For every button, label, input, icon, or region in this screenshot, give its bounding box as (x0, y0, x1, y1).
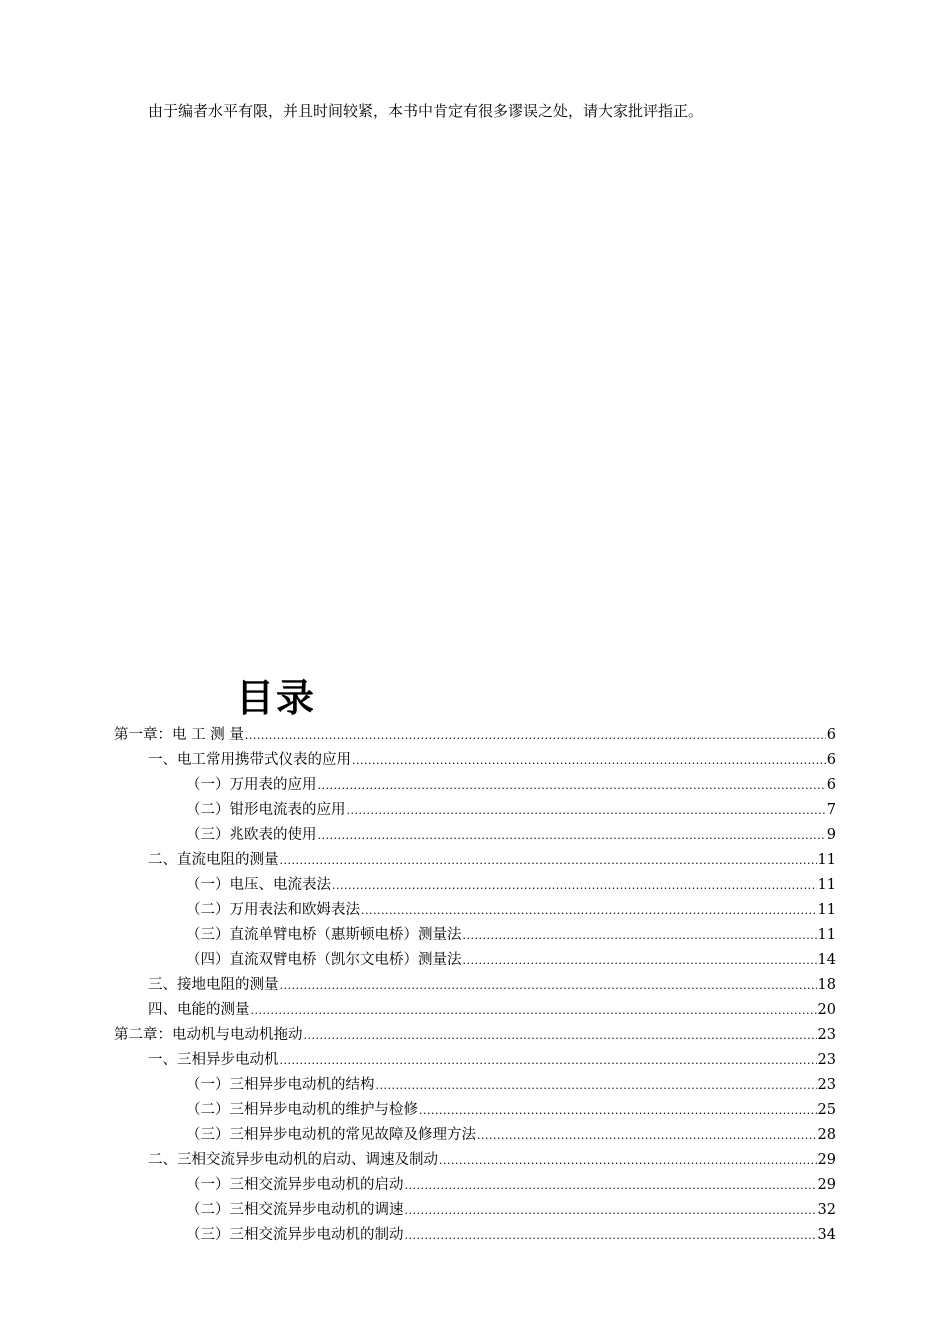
toc-entry-title: （三）直流单臂电桥（惠斯顿电桥）测量法 (186, 927, 462, 943)
toc-entry-title: （三）兆欧表的使用 (186, 827, 317, 843)
toc-dot-leader (280, 1048, 817, 1073)
toc-entry[interactable] (114, 1123, 836, 1148)
toc-entry-page-number: 7 (826, 802, 836, 818)
toc-entry-page-number: 18 (817, 977, 836, 993)
toc-dot-leader (405, 1223, 817, 1248)
toc-title: 目录 (236, 676, 317, 720)
toc-entry-title: 四、电能的测量 (148, 1002, 250, 1018)
toc-entry-title: （二）钳形电流表的应用 (186, 802, 346, 818)
toc-entry-title: （一）电压、电流表法 (186, 877, 331, 893)
toc-dot-leader (280, 848, 817, 873)
toc-dot-leader (463, 923, 817, 948)
toc-entry[interactable] (114, 948, 836, 973)
toc-entry-title: （四）直流双臂电桥（凯尔文电桥）测量法 (186, 952, 462, 968)
toc-entry-page-number: 23 (817, 1077, 836, 1093)
table-of-contents (114, 723, 836, 1248)
toc-dot-leader (318, 773, 826, 798)
toc-entry[interactable] (114, 798, 836, 823)
toc-entry[interactable] (114, 1073, 836, 1098)
toc-entry[interactable] (114, 923, 836, 948)
toc-dot-leader (361, 898, 817, 923)
toc-dot-leader (376, 1073, 817, 1098)
toc-entry-title: （三）三相交流异步电动机的制动 (186, 1227, 404, 1243)
toc-entry-page-number: 14 (817, 952, 836, 968)
toc-entry-page-number: 28 (817, 1127, 836, 1143)
toc-entry-title: （二）万用表法和欧姆表法 (186, 902, 360, 918)
toc-entry-page-number: 11 (817, 877, 836, 893)
toc-entry-page-number: 6 (826, 777, 836, 793)
toc-dot-leader (405, 1173, 817, 1198)
toc-entry-title: 第一章：电 工 测 量 (114, 727, 244, 743)
toc-entry[interactable] (114, 723, 836, 748)
toc-entry-page-number: 29 (817, 1177, 836, 1193)
toc-entry-page-number: 23 (817, 1027, 836, 1043)
toc-entry-title: （二）三相异步电动机的维护与检修 (186, 1102, 418, 1118)
toc-entry-page-number: 32 (817, 1202, 836, 1218)
toc-entry-page-number: 20 (817, 1002, 836, 1018)
toc-entry[interactable] (114, 1223, 836, 1248)
toc-entry-page-number: 11 (817, 927, 836, 943)
toc-entry[interactable] (114, 1048, 836, 1073)
toc-dot-leader (477, 1123, 817, 1148)
toc-entry-title: 一、电工常用携带式仪表的应用 (148, 752, 351, 768)
toc-dot-leader (419, 1098, 817, 1123)
toc-entry[interactable] (114, 848, 836, 873)
toc-entry-page-number: 34 (817, 1227, 836, 1243)
toc-entry[interactable] (114, 773, 836, 798)
toc-entry[interactable] (114, 1023, 836, 1048)
toc-entry-page-number: 11 (817, 902, 836, 918)
toc-entry-page-number: 9 (826, 827, 836, 843)
toc-entry-title: （三）三相异步电动机的常见故障及修理方法 (186, 1127, 476, 1143)
toc-entry[interactable] (114, 1173, 836, 1198)
toc-dot-leader (332, 873, 817, 898)
toc-dot-leader (318, 823, 826, 848)
toc-entry-page-number: 29 (817, 1152, 836, 1168)
toc-entry-page-number: 23 (817, 1052, 836, 1068)
toc-entry[interactable] (114, 998, 836, 1023)
toc-dot-leader (251, 998, 817, 1023)
toc-entry-title: （一）三相异步电动机的结构 (186, 1077, 375, 1093)
toc-entry-page-number: 6 (826, 727, 836, 743)
toc-entry-title: 二、三相交流异步电动机的启动、调速及制动 (148, 1152, 438, 1168)
toc-dot-leader (352, 748, 826, 773)
toc-dot-leader (304, 1023, 817, 1048)
toc-dot-leader (439, 1148, 817, 1173)
toc-entry[interactable] (114, 1098, 836, 1123)
toc-entry[interactable] (114, 823, 836, 848)
toc-entry-title: （一）万用表的应用 (186, 777, 317, 793)
toc-entry-page-number: 25 (817, 1102, 836, 1118)
toc-entry[interactable] (114, 748, 836, 773)
toc-dot-leader (347, 798, 826, 823)
toc-entry-title: （二）三相交流异步电动机的调速 (186, 1202, 404, 1218)
intro-paragraph: 由于编者水平有限，并且时间较紧，本书中肯定有很多谬误之处，请大家批评指正。 (148, 102, 704, 120)
toc-entry-title: 一、三相异步电动机 (148, 1052, 279, 1068)
toc-entry-page-number: 11 (817, 852, 836, 868)
toc-entry[interactable] (114, 898, 836, 923)
toc-dot-leader (280, 973, 817, 998)
toc-entry[interactable] (114, 1198, 836, 1223)
toc-dot-leader (405, 1198, 817, 1223)
toc-entry-page-number: 6 (826, 752, 836, 768)
toc-dot-leader (245, 723, 826, 748)
toc-entry-title: 二、直流电阻的测量 (148, 852, 279, 868)
toc-entry-title: （一）三相交流异步电动机的启动 (186, 1177, 404, 1193)
toc-entry[interactable] (114, 873, 836, 898)
toc-entry-title: 三、接地电阻的测量 (148, 977, 279, 993)
toc-entry-title: 第二章：电动机与电动机拖动 (114, 1027, 303, 1043)
toc-dot-leader (463, 948, 817, 973)
toc-entry[interactable] (114, 1148, 836, 1173)
toc-entry[interactable] (114, 973, 836, 998)
